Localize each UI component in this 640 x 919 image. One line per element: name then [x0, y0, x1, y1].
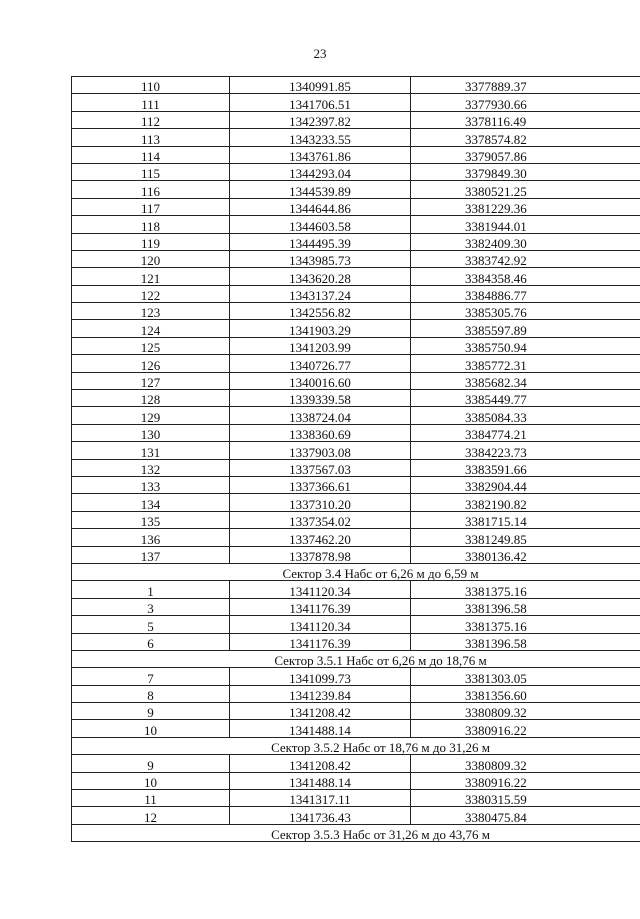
- x-coordinate-cell: 1338360.69: [230, 424, 411, 441]
- x-coordinate-cell: 1337903.08: [230, 442, 411, 459]
- x-coordinate-cell: 1344293.04: [230, 163, 411, 180]
- point-number-cell: 8: [72, 685, 230, 702]
- y-coordinate-cell: 3384774.21: [411, 424, 640, 441]
- table-row: [72, 668, 640, 685]
- x-coordinate-cell: 1341208.42: [230, 755, 411, 772]
- y-coordinate-cell: 3378574.82: [411, 129, 640, 146]
- table-row: [72, 129, 640, 146]
- y-coordinate-cell: 3381396.58: [411, 633, 640, 650]
- table-row: [72, 285, 640, 302]
- y-coordinate-cell: 3379057.86: [411, 146, 640, 163]
- table-row: [72, 216, 640, 233]
- x-coordinate-cell: 1344539.89: [230, 181, 411, 198]
- x-coordinate-cell: 1341317.11: [230, 790, 411, 807]
- point-number-cell: 133: [72, 476, 230, 493]
- y-coordinate-cell: 3382904.44: [411, 476, 640, 493]
- y-coordinate-cell: 3385305.76: [411, 303, 640, 320]
- point-number-cell: 10: [72, 720, 230, 737]
- table-row: [72, 720, 640, 737]
- table-row: [72, 685, 640, 702]
- x-coordinate-cell: 1340991.85: [230, 77, 411, 94]
- y-coordinate-cell: 3381715.14: [411, 511, 640, 528]
- point-number-cell: 126: [72, 355, 230, 372]
- y-coordinate-cell: 3381396.58: [411, 598, 640, 615]
- point-number-cell: 124: [72, 320, 230, 337]
- x-coordinate-cell: 1343137.24: [230, 285, 411, 302]
- y-coordinate-cell: 3379849.30: [411, 163, 640, 180]
- y-coordinate-cell: 3380916.22: [411, 772, 640, 789]
- x-coordinate-cell: 1341120.34: [230, 581, 411, 598]
- sector-header-row: [72, 563, 640, 580]
- y-coordinate-cell: 3380136.42: [411, 546, 640, 563]
- table-row: [72, 407, 640, 424]
- sector-header-row: [72, 737, 640, 754]
- x-coordinate-cell: 1341239.84: [230, 685, 411, 702]
- y-coordinate-cell: 3385682.34: [411, 372, 640, 389]
- point-number-cell: 114: [72, 146, 230, 163]
- y-coordinate-cell: 3382190.82: [411, 494, 640, 511]
- y-coordinate-cell: 3383742.92: [411, 250, 640, 267]
- point-number-cell: 137: [72, 546, 230, 563]
- x-coordinate-cell: 1337567.03: [230, 459, 411, 476]
- y-coordinate-cell: 3380315.59: [411, 790, 640, 807]
- y-coordinate-cell: 3380809.32: [411, 755, 640, 772]
- y-coordinate-cell: 3377889.37: [411, 77, 640, 94]
- y-coordinate-cell: 3378116.49: [411, 111, 640, 128]
- point-number-cell: 11: [72, 790, 230, 807]
- x-coordinate-cell: 1341208.42: [230, 703, 411, 720]
- point-number-cell: 5: [72, 616, 230, 633]
- table-row: [72, 755, 640, 772]
- point-number-cell: 113: [72, 129, 230, 146]
- point-number-cell: 130: [72, 424, 230, 441]
- point-number-cell: 132: [72, 459, 230, 476]
- table-row: [72, 424, 640, 441]
- table-row: [72, 233, 640, 250]
- table-row: [72, 581, 640, 598]
- point-number-cell: 6: [72, 633, 230, 650]
- x-coordinate-cell: 1341488.14: [230, 772, 411, 789]
- y-coordinate-cell: 3380916.22: [411, 720, 640, 737]
- table-row: [72, 790, 640, 807]
- y-coordinate-cell: 3380521.25: [411, 181, 640, 198]
- table-row: [72, 303, 640, 320]
- y-coordinate-cell: 3385084.33: [411, 407, 640, 424]
- x-coordinate-cell: 1341176.39: [230, 633, 411, 650]
- x-coordinate-cell: 1341120.34: [230, 616, 411, 633]
- y-coordinate-cell: 3385449.77: [411, 390, 640, 407]
- table-row: [72, 146, 640, 163]
- point-number-cell: 9: [72, 755, 230, 772]
- sector-header-row: [72, 824, 640, 841]
- point-number-cell: 120: [72, 250, 230, 267]
- table-row: [72, 442, 640, 459]
- y-coordinate-cell: 3377930.66: [411, 94, 640, 111]
- point-number-cell: 9: [72, 703, 230, 720]
- y-coordinate-cell: 3385750.94: [411, 337, 640, 354]
- x-coordinate-cell: 1337462.20: [230, 529, 411, 546]
- sector-title: Сектор 3.4 Набс от 6,26 м до 6,59 м: [72, 563, 640, 580]
- point-number-cell: 1: [72, 581, 230, 598]
- x-coordinate-cell: 1341203.99: [230, 337, 411, 354]
- coordinates-table: [71, 76, 640, 842]
- table-row: [72, 77, 640, 94]
- point-number-cell: 123: [72, 303, 230, 320]
- x-coordinate-cell: 1341903.29: [230, 320, 411, 337]
- sector-title: Сектор 3.5.1 Набс от 6,26 м до 18,76 м: [72, 650, 640, 667]
- x-coordinate-cell: 1341488.14: [230, 720, 411, 737]
- x-coordinate-cell: 1343620.28: [230, 268, 411, 285]
- y-coordinate-cell: 3385772.31: [411, 355, 640, 372]
- point-number-cell: 118: [72, 216, 230, 233]
- coordinates-table-body: [72, 77, 640, 842]
- x-coordinate-cell: 1337878.98: [230, 546, 411, 563]
- table-row: [72, 598, 640, 615]
- table-row: [72, 807, 640, 824]
- table-row: [72, 494, 640, 511]
- table-row: [72, 511, 640, 528]
- point-number-cell: 10: [72, 772, 230, 789]
- table-row: [72, 546, 640, 563]
- table-row: [72, 268, 640, 285]
- x-coordinate-cell: 1343233.55: [230, 129, 411, 146]
- point-number-cell: 136: [72, 529, 230, 546]
- point-number-cell: 12: [72, 807, 230, 824]
- y-coordinate-cell: 3384223.73: [411, 442, 640, 459]
- table-row: [72, 320, 640, 337]
- page-number: 23: [313, 46, 327, 61]
- point-number-cell: 125: [72, 337, 230, 354]
- x-coordinate-cell: 1340726.77: [230, 355, 411, 372]
- point-number-cell: 134: [72, 494, 230, 511]
- point-number-cell: 128: [72, 390, 230, 407]
- table-row: [72, 111, 640, 128]
- x-coordinate-cell: 1344495.39: [230, 233, 411, 250]
- x-coordinate-cell: 1344644.86: [230, 198, 411, 215]
- point-number-cell: 135: [72, 511, 230, 528]
- y-coordinate-cell: 3380809.32: [411, 703, 640, 720]
- table-row: [72, 772, 640, 789]
- table-row: [72, 476, 640, 493]
- x-coordinate-cell: 1337354.02: [230, 511, 411, 528]
- table-row: [72, 181, 640, 198]
- y-coordinate-cell: 3382409.30: [411, 233, 640, 250]
- x-coordinate-cell: 1338724.04: [230, 407, 411, 424]
- x-coordinate-cell: 1341736.43: [230, 807, 411, 824]
- table-row: [72, 94, 640, 111]
- table-row: [72, 616, 640, 633]
- table-row: [72, 372, 640, 389]
- table-row: [72, 337, 640, 354]
- table-row: [72, 250, 640, 267]
- x-coordinate-cell: 1341706.51: [230, 94, 411, 111]
- x-coordinate-cell: 1343761.86: [230, 146, 411, 163]
- point-number-cell: 127: [72, 372, 230, 389]
- table-row: [72, 529, 640, 546]
- x-coordinate-cell: 1337366.61: [230, 476, 411, 493]
- point-number-cell: 116: [72, 181, 230, 198]
- y-coordinate-cell: 3381375.16: [411, 616, 640, 633]
- x-coordinate-cell: 1342556.82: [230, 303, 411, 320]
- y-coordinate-cell: 3381375.16: [411, 581, 640, 598]
- y-coordinate-cell: 3385597.89: [411, 320, 640, 337]
- y-coordinate-cell: 3383591.66: [411, 459, 640, 476]
- point-number-cell: 121: [72, 268, 230, 285]
- point-number-cell: 117: [72, 198, 230, 215]
- x-coordinate-cell: 1340016.60: [230, 372, 411, 389]
- x-coordinate-cell: 1337310.20: [230, 494, 411, 511]
- y-coordinate-cell: 3384886.77: [411, 285, 640, 302]
- table-row: [72, 198, 640, 215]
- point-number-cell: 115: [72, 163, 230, 180]
- x-coordinate-cell: 1339339.58: [230, 390, 411, 407]
- sector-title: Сектор 3.5.3 Набс от 31,26 м до 43,76 м: [72, 824, 640, 841]
- point-number-cell: 112: [72, 111, 230, 128]
- table-row: [72, 459, 640, 476]
- x-coordinate-cell: 1341176.39: [230, 598, 411, 615]
- table-row: [72, 390, 640, 407]
- point-number-cell: 7: [72, 668, 230, 685]
- x-coordinate-cell: 1343985.73: [230, 250, 411, 267]
- sector-header-row: [72, 650, 640, 667]
- x-coordinate-cell: 1341099.73: [230, 668, 411, 685]
- point-number-cell: 119: [72, 233, 230, 250]
- y-coordinate-cell: 3381249.85: [411, 529, 640, 546]
- table-row: [72, 633, 640, 650]
- y-coordinate-cell: 3381356.60: [411, 685, 640, 702]
- y-coordinate-cell: 3381944.01: [411, 216, 640, 233]
- point-number-cell: 131: [72, 442, 230, 459]
- y-coordinate-cell: 3380475.84: [411, 807, 640, 824]
- point-number-cell: 129: [72, 407, 230, 424]
- table-row: [72, 163, 640, 180]
- table-row: [72, 355, 640, 372]
- table-row: [72, 703, 640, 720]
- sector-title: Сектор 3.5.2 Набс от 18,76 м до 31,26 м: [72, 737, 640, 754]
- point-number-cell: 111: [72, 94, 230, 111]
- x-coordinate-cell: 1344603.58: [230, 216, 411, 233]
- point-number-cell: 122: [72, 285, 230, 302]
- point-number-cell: 110: [72, 77, 230, 94]
- y-coordinate-cell: 3381303.05: [411, 668, 640, 685]
- y-coordinate-cell: 3384358.46: [411, 268, 640, 285]
- x-coordinate-cell: 1342397.82: [230, 111, 411, 128]
- y-coordinate-cell: 3381229.36: [411, 198, 640, 215]
- point-number-cell: 3: [72, 598, 230, 615]
